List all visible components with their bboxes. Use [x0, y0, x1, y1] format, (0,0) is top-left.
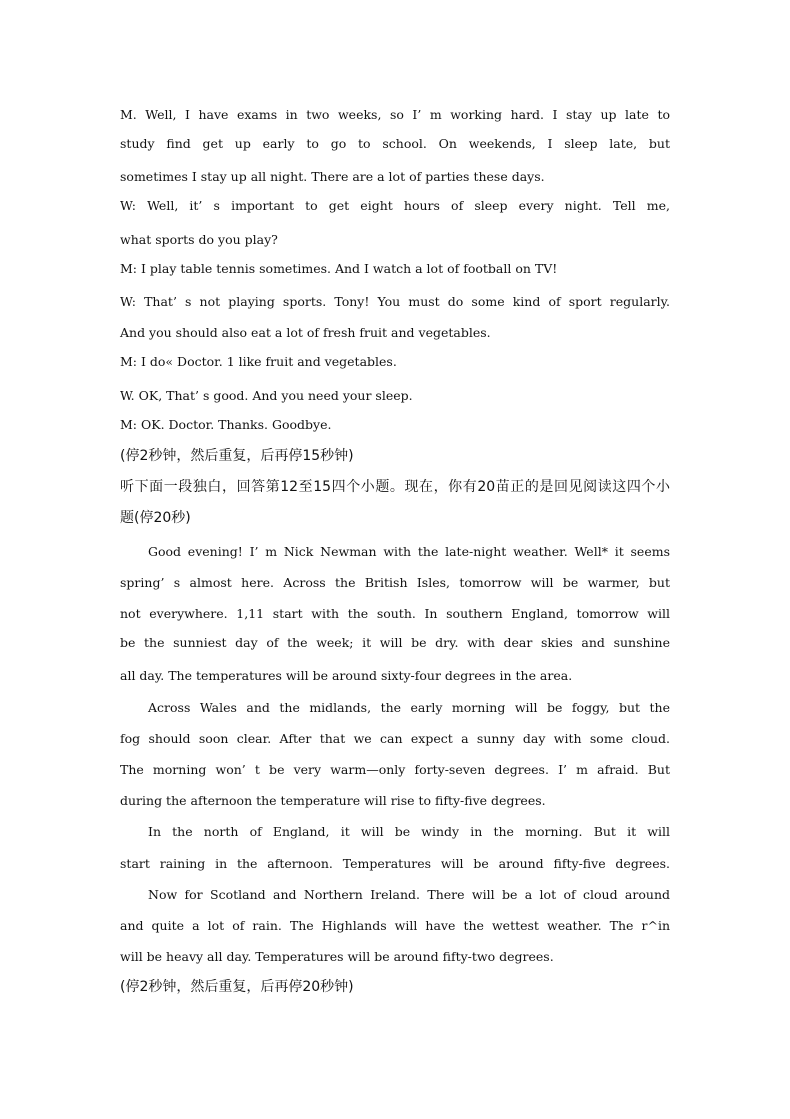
monologue-line: will be heavy all day. Temperatures will be around fifty-two degrees. — [120, 949, 554, 964]
dialogue-line: W. OK, That’ s good. And you need your sleep. — [120, 388, 413, 403]
monologue-line: fog should soon clear. After that we can expect a sunny day with some cloud. — [120, 731, 670, 746]
monologue-line: The morning won’ t be very warm—only forty-seven degrees. I’ m afraid. But — [120, 762, 670, 777]
monologue-line: start raining in the afternoon. Temperatures will be around fifty-five degrees. — [120, 856, 670, 871]
dialogue-line: W: Well, it’ s important to get eight hours of sleep every night. Tell me, — [120, 198, 670, 213]
dialogue-line: study find get up early to go to school. On weekends, I sleep late, but — [120, 136, 670, 151]
monologue-line: be the sunniest day of the week; it will be dry. with dear skies and sunshine — [120, 635, 670, 650]
dialogue-line: what sports do you play? — [120, 232, 278, 247]
dialogue-line: M: I play table tennis sometimes. And I watch a lot of football on TV! — [120, 261, 558, 276]
instruction-line: (停2秒钟，然后重复，后再停20秒钟) — [120, 979, 354, 995]
dialogue-line: M. Well, I have exams in two weeks, so I’ m working hard. I stay up late to — [120, 107, 670, 122]
monologue-line: all day. The temperatures will be around sixty-four degrees in the area. — [120, 668, 573, 683]
dialogue-line: M: OK. Doctor. Thanks. Goodbye. — [120, 417, 332, 432]
instruction-line: 题(停20秒) — [120, 510, 191, 526]
monologue-line: and quite a lot of rain. The Highlands will have the wettest weather. The r^in — [120, 918, 670, 933]
monologue-line: Good evening! I’ m Nick Newman with the late-night weather. Well* it seems — [148, 544, 670, 559]
monologue-line: Now for Scotland and Northern Ireland. There will be a lot of cloud around — [148, 887, 670, 902]
dialogue-line: W: That’ s not playing sports. Tony! You must do some kind of sport regularly. — [120, 294, 670, 309]
monologue-line: In the north of England, it will be windy in the morning. But it will — [148, 824, 670, 839]
dialogue-line: M: I do« Doctor. 1 like fruit and vegetables. — [120, 354, 397, 369]
monologue-line: during the afternoon the temperature will rise to fifty-five degrees. — [120, 793, 546, 808]
dialogue-line: And you should also eat a lot of fresh fruit and vegetables. — [120, 325, 491, 340]
instruction-line: (停2秒钟，然后重复，后再停15秒钟) — [120, 448, 354, 464]
monologue-line: not everywhere. 1,11 start with the south. In southern England, tomorrow will — [120, 606, 670, 621]
monologue-line: spring’ s almost here. Across the British Isles, tomorrow will be warmer, but — [120, 575, 670, 590]
instruction-line: 听下面一段独白，回答第12至15四个小题。现在，你有20苗正的是回见阅读这四个小 — [120, 479, 670, 495]
monologue-line: Across Wales and the midlands, the early morning will be foggy, but the — [148, 700, 670, 715]
dialogue-line: sometimes I stay up all night. There are a lot of parties these days. — [120, 169, 545, 184]
